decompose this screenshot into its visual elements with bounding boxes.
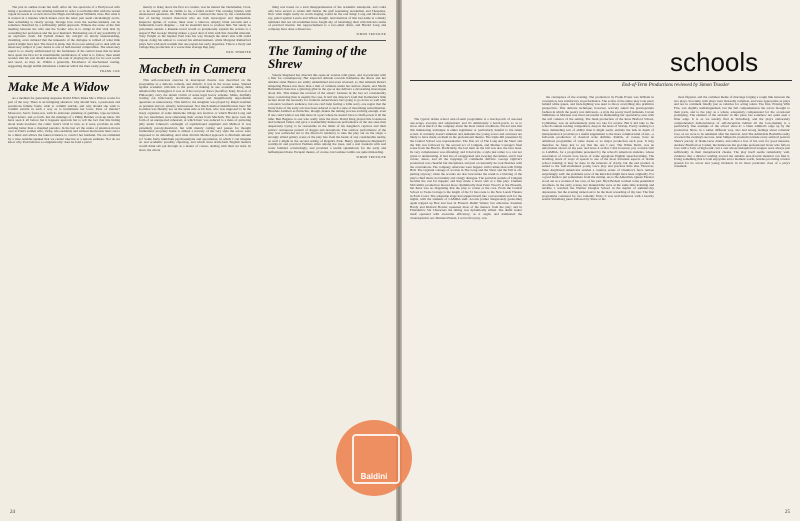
page-number: 25 <box>785 510 790 515</box>
divider <box>139 58 251 59</box>
review-text: The typical drama school end-of-term programme is a hotch-potch of assorted one-acters, excerpts and adaptations: and it's deliberately a hotch-potch, so as to show off as much of the company about the most varied conditions. I'm not sure that this ministering technique is either legitimate or particularly helpful to the talent scouts. It certainly doesn't simulate and demands the young actors and actresses are likely to have made on them in the professional theatre. The triple-bill presented by the Central School was representative. The first act of The Long and the Short and the Tall was followed by the second act of Caligula, and Mother Courage's final scene from the Brecht. Predictably, the last item on the bill was also the best done. Its very completeness was offending: and it had style, a style just rather to a cast not given to understating. It had lots of exaggerated and swaying movement, and it had colour, dance, and all the trappings of commedia dell'arte. George Ogilvie's production was cheerful but disciplined, and just occasionally he took liberties with the conventions. The company otherwise were happier with Camus than with Willis Hall. The regional coinage of accents in The Long and the Short and the Tall is off-putting anyway; when the accents are also inaccurate the result is a blurring of the play's chief merit, its brutality and clangy dialogue. The patrician sounds of Caligula became the cast far happier, and they made a brave stab at a fine play. Clement McCallin's production moved more rhythmically than Peter Wood's at the Phoenix, but there was no disguising that the play is cotton at the core. From the Central School to Swiss Cottage is the length of the 31 bus route to the New Lands Theatre in Earls Court. The adaptable stage had adapted itself into a proscenium arch for the nights, with the students of LAMDA staff. Acorns (rather dangerously green-like) again tripped up Ben and Gee in Flanaa's Dumb Waiter; but otherwise Jonathan Hardy and Richard Bowler squeezed most of the menace from the play; and in Pirandello's Six Characters the timing was dynamically stilled. The dumb waiter itself operated with awesome efficiency, as it ought, and dominated the claustrophobic set. Mariana Pineda, Lorca's first play, was <box>410 117 522 220</box>
title-rule <box>410 80 792 81</box>
review-text: This self-conscious exercise in interrupted theatre was described on the programme as a delicate comedy, and didactic it was in the worse sense. Slanted against academic criticism to the point of making in one academic sitting dark unbelievably bedraggled, it was as if the real poet draws (Geoffrey Kan), Doctors of Philosophy carry the dream victim of some legal horror scheme. Miles, dutifully trotting out ludicrously inarticulate answers and magnificently unprofitable questions as unnecessary. This lamb to the slaughter was played by Ralph Goulden as petulant and rat, smartly homosexual. Not much method identification here: Mr Goulden was fluently not on the same side as Dr Ken, who was supposed to be the brazy organiser of some miniscule village arts festival, or which Harold Long and his two henchmen were rehearsing their scenes from Macbeth. The piece took the form of an unexpected rehearsal, at which Kerr was reduced to a mass of quivering jelly under Johnson's onslaught of sophisticated argument and Method. It was extremely parody-theatrical, but with merely cutting and pauses for thought furthermost propriety home to almost a travesty of the very style the actors were supposed to be defending. And what did this Method approach to Macbeth amount to? Some fairly humdrum psychoanalysis and speculation, in which I can imagine no real academic possibly objecting, and which most sixth-form English masters would think salt put through as a matter of course, dealing with their set texts. In short, the whole <box>139 78 251 152</box>
right-column-3 <box>674 96 790 171</box>
right-column-2 <box>542 96 654 204</box>
review-text: Valerie Shephard has directed this open-air version with gusto, and in particular with a flair for contemporary. Her expected attitude towards Katherina the shrew and her amiable sister Bianca are subtly undermined and even reversed, so that Amanda Reiss's simpering Bianca has more than a hint of cattiness under her surface charm, and Sheila Ballantine's Kate has a glancing glint in the eye as she delivers a devastating monologue about life. This makes the reversal of the sisters' fortunes in the last act considerably more convincing than is usually the case. It isn't the director's fault that Katherina's little lecture about the necessity for women's subservience isn't going to go down so well with a modern 'women's audience, but one can't help feeling a trifle sorry, one regret that the lively Kate of the early acts has been reduced to such a state of moralising subordination. Hinsdale Lambert as Petruchio, though, makes the taming process exciting enough, even if one could wish to see him more in a part where he doesn't have to bluff-power it all the time. Ben Bagnew is one who really wins the most. David King played this boisterous and bothered father, and gave a wonderfully humorous performance as the one sane man desperately trying to be reasonable in the midst of his daughter's caprices and their suitors' outrageous pursuit of dogges and deceptions. The outdoor performance of the play was somewhat not to the director's tendency to take the play out on the stage; a strongly stilted gallery scene of the play late from the heads of any considerable nudity, as well a might in the second setting of Regent's Park. Henry Quickmoore-Shepherd's warmly-lit and practical Padman stiles among the trees, and a real fountain with real water bubbled convincingly, and provided a useful splashdown for the early and halftempered Kate. Escapist theatre, of course, but Gotiske Lambs are quite misleading. <box>268 72 386 154</box>
review-text: the centrepiece of the evening. The production by Frank Evans was brilliant in conception, less satisfactory in performance. The action of the entire play took place behind white gauze, and back-lighting was used to throw everything into primitive perspective. This delicate technique, however, scarcely suited the grand-gesture fashion in which the poetry was delivered—a style the poetry itself demands. Carole Stimmons as Mariana was most successful in maintaining her speculative ease with the soft cadence of the setting. The main production of the Rose Bruford School, Cymbeline, was an unfortunately quite too late for review. But it did take to the school's annual reading competition, deep in the heart of Sidcup. Poetry reading is a more demanding test of ability than it might seem, entirely the task in depth of interpretation it provides is a useful supplement to the more common kind of test—a full-scale production of classical scale abilities. RADA, of course, have an ambitious programme of some dozen or so major production each year. It may therefore be fussy just to say that the one I saw, The White Devil, was an unfortunate choice on my part, and leave it at that. I did, however, pay a return visit to LAMDA, for a programme presented by the school's American students, whose association of vowels bore traces of some egregious English speech-training. The levelling down of ways of speech is one of the most fortunate aspects of drama school training; it may be done in the interests of clarity, but the end product is suited to the well-modulated young voice play and precious little else. However, these Anglicised Americans tackled a carefree series of Chekhov's farce remote surprisingly well: the problems were of the kind that might have been originally. For a good mark to put somewhere from the cutting. As to the Ameridan, Queen Eleanor stood out as a woman of her own, of her part. Bryn Beckett worked come penumbral aloofness. In the early scenes, her mannerisms were at the same time irritating and terrible. I watched the Webber Douglas School in the depths of summer-day depression, but the evening turned out to be the most rewarding of my tour. The first programme consisted for two romantic firsts; it was well-balanced, with a heavily sexual Strindberg piece followed by Shaw at his <box>542 95 654 202</box>
left-column-1 <box>8 6 120 146</box>
left-column-2 <box>139 6 251 154</box>
divider <box>268 40 386 41</box>
review-credit: SIMON TRUSSLER <box>356 32 386 37</box>
section-title: schools <box>670 47 759 77</box>
page-number: 24 <box>10 510 15 515</box>
review-text: As a medium for generating suspense David Ellis's Make Me a Widow works for part of the way. There is an intriguing situation: why should Sara, a passionate and ponderous femme fatale, wish to commit suicide, and why should she wish to commit suicide in such a way as to incriminate her lover, Paul, of murder? Moreover, Sara's foster-son, with its elaborate planning of gambles, tape-recorders, forged letters, and so forth, has the makings of a Philip Hurther cook-up ideas. We have seen it all before but it happens upwards but to tell the fact that this hiding about leads nowhere; the comic twist's vivid to turn, as it were, provides us with nothing better than a charmed paradox. In the last act the centre of attention moves over to Paul's sodden wife, Vicky, who suddenly and without motivation turns out to be a minx and allows the faked evidence to convict her husband. We are reminded by a wise outsider-speaker that we cannot take her at a serious estimate. Nor do we know why Paul behaves so enigmatically: does he fond a pistol <box>8 96 120 145</box>
review-text: thing was based on a total misapprehension of the academic standpoint, and could only have served to widen still further the gulf separating Academies and Thespians. Now what might really be worth staging would be the real thing: Long and Morewitz, say, pitted against Leavis and Wilson Knight. And mention of that last name is a timely reminder that not all academies have fought shy of translating their criticism into terms of practical theatre: but rapprochement is a two-sided affair, and Harold Long and company have done a disservice. <box>268 5 386 31</box>
review-text: The plot in outline looks but stuff. After all, the spectacle of a Hollywood wife being a prostitute for her striking husband in order to revitalize him with the sexual vigour he needs is a touch above the Hugh and Margaret Williams class. But what it is treated in a manner which makes even the latter pair seem calculatingly erotic, then something is clearly wrong. Strange how even the teacher-students can be somehow disturbed by a sufficiently pitiful approach. Witness the scene of the first meeting between the wife and the 'lookie' who is to oblige in this vital deal by consulting her profession and the poor husband. Thickening out of any possibility of an explosive clash. Mr Tyrhall makes his call-girl an utterly understanding, charming, even cultured that the innuendo of the dialogue is robbed of what little point it might have had. The moral is plain, that it's no use setting out to deal with an unsavoury subject if your desire is one of half-hearted compromise. The unsavoury aspect is so clearly embarrassed by the feebleness of his central issue that he must have spent the first act in interminable justification of what is to follow, then small wonder that his cast should abandon the task of playing the play for its own worth and resort, as they do. Within a generally. Excellence of mechanised casting, suggesting though skilful simulation a humour which the lines rarely possess. <box>8 5 120 68</box>
stamp-text: Baldini <box>360 472 388 481</box>
right-page <box>402 0 800 521</box>
section-subtitle: End-of-Term Productions reviewed by Simon Trussler <box>622 83 730 88</box>
review-text: merely to bring down the first act curtain, was he indeed the blackmailer, Ivors, or is he merely what he claims to be, a failed writer? The evening bristles with unanswered questions. Mr Ellis has further confused the issue by the considerable fear of having created characters who are both stereotypes and implausible. Inspector Quinn, of course, must wear a raincoat, employ blunt sarcasm and a fashionable touch disguise — but he shouldn't have to produce him. Yet surely no policeman outside a Russian novel would so gratuitously explain his actions to a suspect? But George Waring makes a good deal of him with this dreadful material. Tony Wright as the hapless Paul bats his way through the smart sins with stolid vigour, doing his utmost to conceal his embarrassment, while Margaret Rutherford plays Sara with such warmth that one regrets her early departure. This is a lively and vintage Rep production of a worse than average Rep play. <box>139 5 251 50</box>
right-column-1 <box>410 118 522 222</box>
review-credit: FRANK COX <box>100 68 120 73</box>
divider <box>8 76 120 77</box>
review-credit: ERIC SHORTER <box>226 50 251 55</box>
library-stamp-logo <box>336 420 412 496</box>
review-credit: SIMON TRUSSLER <box>356 154 386 159</box>
review-heading: Macbeth in Camera <box>139 61 246 77</box>
review-heading: The Taming of the Shrew <box>268 42 367 71</box>
review-heading: Make Me A Widow <box>8 79 110 95</box>
review-text: most flippant, and the common theme of marriage forging a rough link between the two plays. Secondly, both plays were blessedly complete, and were appropriate as plays and not in comment fixedly just as vehicles for acting talent. The first, Playing With Fire, was slightly undistinguished, but the full comprehension the actors brought to their parts, and to the play as a whole, adequately compensated for the occasional prompting. The element of the sardonic in this piece has somehow not quite seen a fitter edge. It is as we usually find in Strindberg, and the play's elaborately comprehended demonstration of self-deception behind all the love-making is a particularly fine example of the school show-it: a blunt admiral's edge up by the production Shaw, in a rather different way, also had strong feelings about romantic love, as we were to be reminded after the interval. And The Admirable Bashville really crowned the evening's success. Alan Simpson's production made every satirical point in Shaw's parody of blank-verse drama, and added a few of his own for good measure. Andrew Bradford as Cashel, the humorous but god-like professional boxer who falls in love with a 'lady of high rank', but a cast whose metaphorical tongues were always just sufficiently in their metaphorical cheeks. The play itself seems remarkably well, evidence that a director tending toward the suitable end-of-term material can find it. Using something that is both enjoyable and a moment worth, besides providing a better ground for its actors and young tricksters in its more particular class of a play's ornament. <box>674 95 790 169</box>
left-page <box>0 0 396 521</box>
left-column-3 <box>268 6 386 162</box>
